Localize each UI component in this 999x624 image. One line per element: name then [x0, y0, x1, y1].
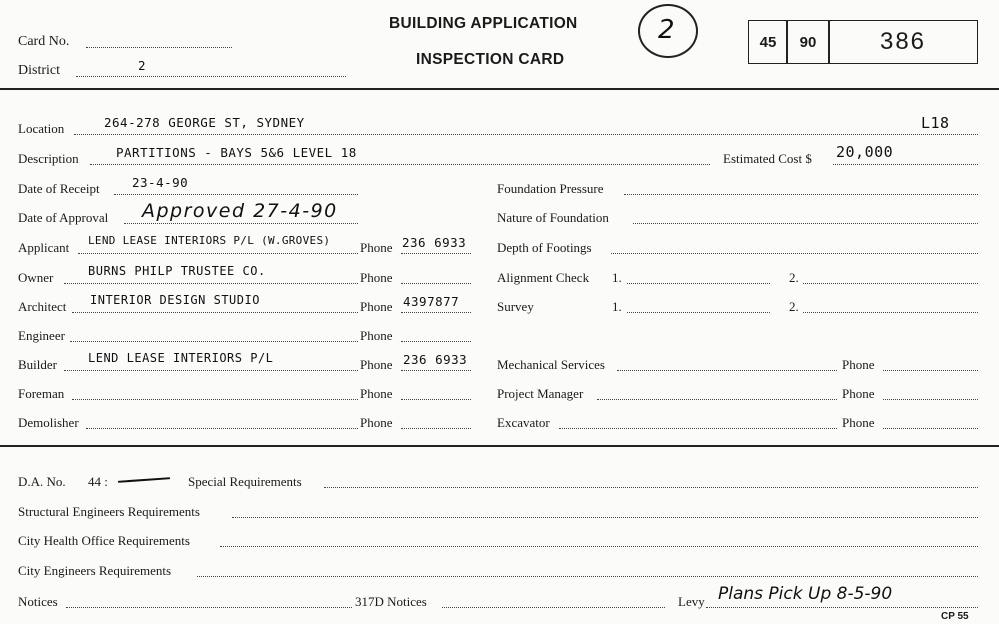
owner-phone-line: [401, 283, 471, 284]
architect-phone-label: Phone: [360, 299, 393, 314]
project-manager-line: [597, 399, 837, 400]
foreman-line: [72, 399, 358, 400]
depth-of-footings-label: Depth of Footings: [497, 240, 592, 255]
district-line: [76, 76, 346, 77]
city-health-label: City Health Office Requirements: [18, 533, 190, 548]
project-manager-phone-label: Phone: [842, 386, 875, 401]
da-no-handwritten-dash: [118, 477, 170, 483]
applicant-line: [78, 253, 358, 254]
excavator-label: Excavator: [497, 415, 550, 430]
applicant-value: LEND LEASE INTERIORS P/L (W.GROVES): [88, 234, 331, 247]
estimated-cost-line: [833, 164, 978, 165]
mechanical-services-line: [617, 370, 837, 371]
notices-line: [66, 607, 352, 608]
location-label: Location: [18, 121, 65, 136]
architect-phone: 4397877: [403, 294, 460, 309]
date-of-receipt-line: [114, 194, 358, 195]
builder-phone-line: [401, 370, 471, 371]
alignment-check-num-2: 2.: [789, 270, 799, 285]
survey-line-2: [803, 312, 978, 313]
applicant-label: Applicant: [18, 240, 70, 255]
builder-value: LEND LEASE INTERIORS P/L: [88, 351, 274, 365]
description-value: PARTITIONS - BAYS 5&6 LEVEL 18: [116, 145, 357, 160]
survey-line-1: [627, 312, 770, 313]
depth-of-footings-line: [611, 253, 978, 254]
form-code: CP 55: [941, 611, 969, 622]
mechanical-services-phone-line: [883, 370, 978, 371]
excavator-line: [559, 428, 837, 429]
section-rule: [0, 445, 999, 447]
excavator-phone-label: Phone: [842, 415, 875, 430]
code-box-2: 90: [786, 20, 830, 64]
date-of-receipt-value: 23-4-90: [132, 175, 189, 190]
date-of-receipt-label: Date of Receipt: [18, 181, 100, 196]
applicant-phone-line: [401, 253, 471, 254]
architect-line: [72, 312, 358, 313]
da-no-value: 44 :: [88, 474, 108, 489]
city-engineers-label: City Engineers Requirements: [18, 563, 172, 578]
code-box-3: 386: [828, 20, 978, 64]
survey-num-2: 2.: [789, 299, 799, 314]
demolisher-phone-line: [401, 428, 471, 429]
location-value: 264-278 GEORGE ST, SYDNEY: [104, 115, 305, 130]
engineer-line: [70, 341, 358, 342]
alignment-check-line-1: [627, 283, 770, 284]
foundation-pressure-label: Foundation Pressure: [497, 181, 604, 196]
alignment-check-label: Alignment Check: [497, 270, 590, 285]
foreman-label: Foreman: [18, 386, 65, 401]
mechanical-services-label: Mechanical Services: [497, 357, 605, 372]
location-level: L18: [921, 114, 950, 132]
builder-phone-label: Phone: [360, 357, 393, 372]
builder-label: Builder: [18, 357, 57, 372]
estimated-cost-value: 20,000: [836, 143, 894, 161]
district-value: 2: [138, 58, 147, 73]
foreman-phone-label: Phone: [360, 386, 393, 401]
excavator-phone-line: [883, 428, 978, 429]
applicant-phone: 236 6933: [402, 235, 467, 250]
title-line-1: BUILDING APPLICATION: [389, 15, 578, 32]
levy-line: [706, 607, 978, 608]
engineer-label: Engineer: [18, 328, 65, 343]
city-engineers-line: [197, 576, 978, 577]
builder-line: [64, 370, 358, 371]
project-manager-phone-line: [883, 399, 978, 400]
code-box-1: 45: [748, 20, 788, 64]
estimated-cost-label: Estimated Cost $: [723, 151, 812, 166]
date-of-approval-label: Date of Approval: [18, 210, 109, 225]
nature-of-foundation-line: [633, 223, 978, 224]
structural-engineers-line: [232, 517, 978, 518]
engineer-phone-label: Phone: [360, 328, 393, 343]
special-requirements-label: Special Requirements: [188, 474, 302, 489]
notices-317d-label: 317D Notices: [355, 594, 427, 609]
survey-label: Survey: [497, 299, 534, 314]
levy-value: Plans Pick Up 8-5-90: [718, 584, 893, 604]
structural-engineers-label: Structural Engineers Requirements: [18, 504, 200, 519]
mechanical-services-phone-label: Phone: [842, 357, 875, 372]
location-line: [74, 134, 978, 135]
nature-of-foundation-label: Nature of Foundation: [497, 210, 609, 225]
description-label: Description: [18, 151, 79, 166]
demolisher-line: [86, 428, 358, 429]
survey-num-1: 1.: [612, 299, 622, 314]
notices-label: Notices: [18, 594, 58, 609]
architect-label: Architect: [18, 299, 67, 314]
applicant-phone-label: Phone: [360, 240, 393, 255]
special-requirements-line: [324, 487, 978, 488]
circled-number-mark: [638, 4, 698, 58]
description-line: [90, 164, 710, 165]
notices-317d-line: [442, 607, 665, 608]
date-of-approval-value: Approved 27-4-90: [142, 200, 338, 222]
card-no-line: [86, 47, 232, 48]
city-health-line: [220, 546, 978, 547]
project-manager-label: Project Manager: [497, 386, 584, 401]
owner-label: Owner: [18, 270, 54, 285]
card-no-label: Card No.: [18, 34, 70, 49]
title-line-2: INSPECTION CARD: [416, 51, 565, 68]
owner-phone-label: Phone: [360, 270, 393, 285]
builder-phone: 236 6933: [403, 352, 468, 367]
date-of-approval-line: [124, 223, 358, 224]
header-rule: [0, 88, 999, 90]
owner-value: BURNS PHILP TRUSTEE CO.: [88, 264, 266, 278]
da-no-label: D.A. No.: [18, 474, 66, 489]
district-label: District: [18, 63, 60, 78]
levy-label: Levy: [678, 594, 705, 609]
foundation-pressure-line: [624, 194, 978, 195]
demolisher-label: Demolisher: [18, 415, 79, 430]
demolisher-phone-label: Phone: [360, 415, 393, 430]
engineer-phone-line: [401, 341, 471, 342]
circled-number: 2: [658, 15, 675, 45]
architect-phone-line: [401, 312, 471, 313]
foreman-phone-line: [401, 399, 471, 400]
alignment-check-line-2: [803, 283, 978, 284]
architect-value: INTERIOR DESIGN STUDIO: [90, 293, 260, 307]
owner-line: [64, 283, 358, 284]
alignment-check-num-1: 1.: [612, 270, 622, 285]
